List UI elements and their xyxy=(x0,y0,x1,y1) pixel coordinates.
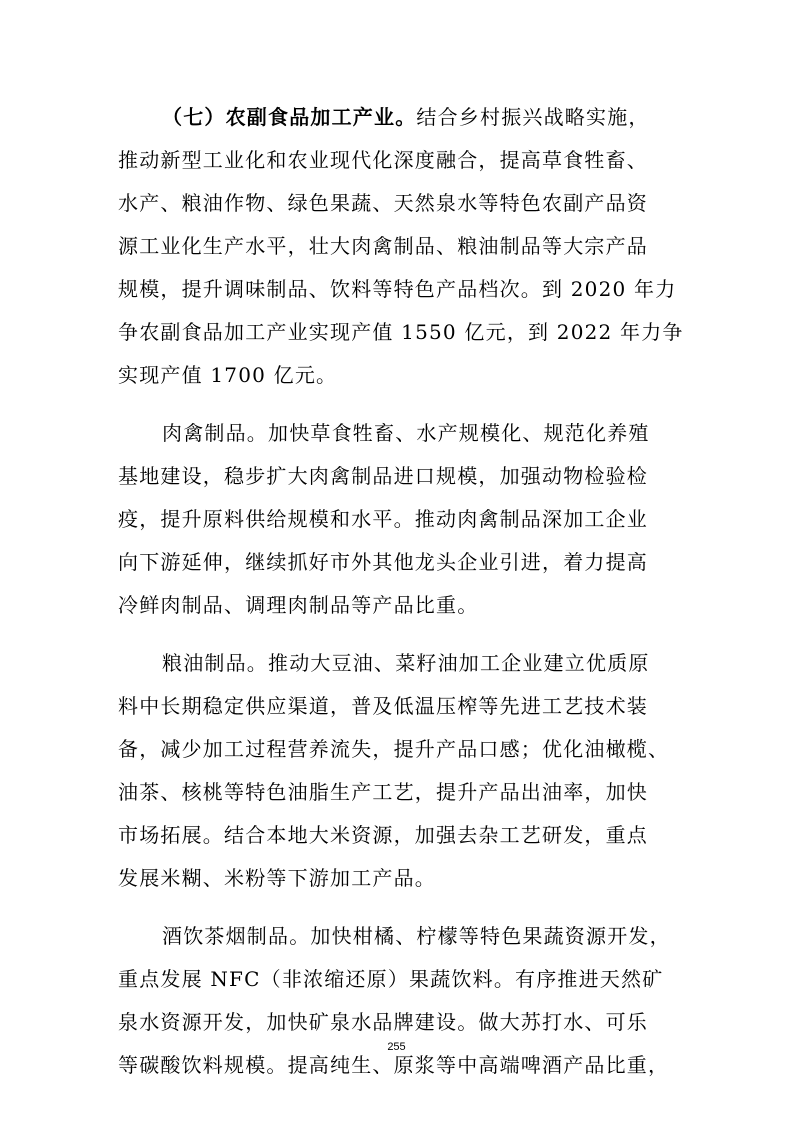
paragraph-line: 油茶、核桃等特色油脂生产工艺，提升产品出油率，加快 xyxy=(118,780,648,804)
paragraph-line: 推动新型工业化和农业现代化深度融合，提高草食牲畜、 xyxy=(118,148,648,172)
paragraph-line: 疫，提升原料供给规模和水平。推动肉禽制品深加工企业 xyxy=(118,507,648,531)
paragraph-text: 结合乡村振兴战略实施， xyxy=(416,105,650,129)
section-heading: （七）农副食品加工产业。 xyxy=(162,105,417,129)
paragraph-line: 粮油制品。推动大豆油、菜籽油加工企业建立优质原 xyxy=(162,651,650,675)
paragraph-line: 实现产值 1700 亿元。 xyxy=(118,363,338,387)
paragraph-line: 重点发展 NFC（非浓缩还原）果蔬饮料。有序推进天然矿 xyxy=(118,967,664,991)
paragraph-gap xyxy=(118,900,678,915)
paragraph-line: 备，减少加工过程营养流失，提升产品口感；优化油橄榄、 xyxy=(118,737,670,761)
paragraph-gap xyxy=(118,397,678,412)
paragraph-line: 发展米糊、米粉等下游加工产品。 xyxy=(118,866,436,890)
paragraph-line: 市场拓展。结合本地大米资源，加强去杂工艺研发，重点 xyxy=(118,823,648,847)
paragraph-line: 冷鲜肉制品、调理肉制品等产品比重。 xyxy=(118,593,479,617)
paragraph-line: 肉禽制品。加快草食牲畜、水产规模化、规范化养殖 xyxy=(162,421,650,445)
paragraph-line: 等碳酸饮料规模。提高纯生、原浆等中高端啤酒产品比重， xyxy=(118,1053,670,1077)
paragraph-line: 源工业化生产水平，壮大肉禽制品、粮油制品等大宗产品 xyxy=(118,234,648,258)
paragraph-line: 向下游延伸，继续抓好市外其他龙头企业引进，着力提高 xyxy=(118,550,648,574)
paragraph-gap xyxy=(118,627,678,642)
paragraph-line: 基地建设，稳步扩大肉禽制品进口规模，加强动物检验检 xyxy=(118,464,648,488)
paragraph-line: 酒饮茶烟制品。加快柑橘、柠檬等特色果蔬资源开发， xyxy=(162,924,671,948)
paragraph-line: 争农副食品加工产业实现产值 1550 亿元，到 2022 年力争 xyxy=(118,320,684,344)
paragraph-line: 料中长期稳定供应渠道，普及低温压榨等先进工艺技术装 xyxy=(118,694,648,718)
page-number: 255 xyxy=(387,1041,406,1053)
paragraph-line xyxy=(118,96,678,139)
paragraph-line: 泉水资源开发，加快矿泉水品牌建设。做大苏打水、可乐 xyxy=(118,1010,648,1034)
paragraph-line: 水产、粮油作物、绿色果蔬、天然泉水等特色农副产品资 xyxy=(118,191,648,215)
document-body xyxy=(118,96,684,1087)
paragraph-line: 规模，提升调味制品、饮料等特色产品档次。到 2020 年力 xyxy=(118,277,677,301)
